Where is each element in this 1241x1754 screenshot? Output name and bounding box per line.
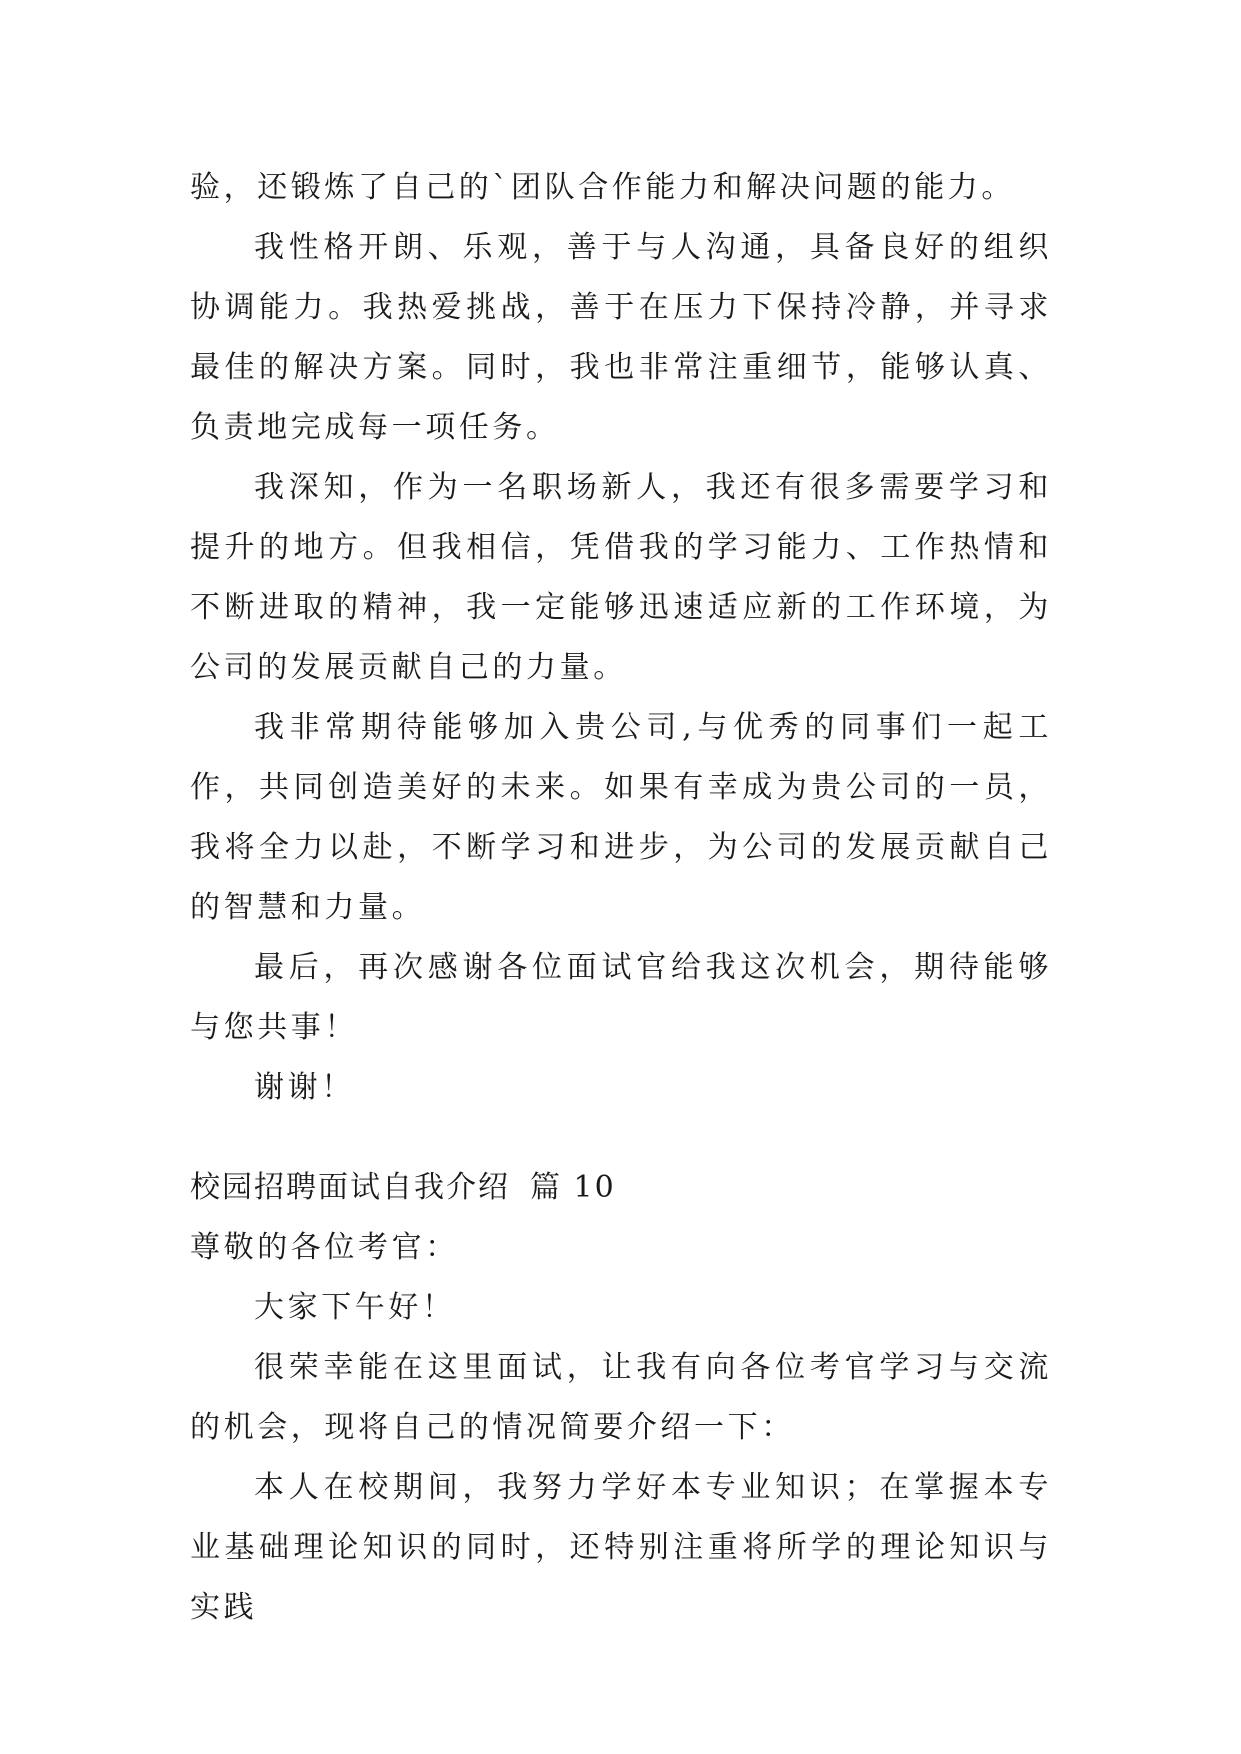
paragraph-thanks-closing: 最后，再次感谢各位面试官给我这次机会，期待能够与您共事！ (190, 950, 1052, 1045)
salutation: 尊敬的各位考官： (190, 1230, 459, 1265)
paragraph-personality: 我性格开朗、乐观，善于与人沟通，具备良好的组织协调能力。我热爱挑战，善于在压力下保持冷静，并寻求最佳的解决方案。同时，我也非常注重细节，能够认真、负责地完成每一项任务。 (190, 230, 1052, 445)
section-heading (190, 1158, 1052, 1218)
paragraph-teamwork-ending: 验，还锻炼了自己的`团队合作能力和解决问题的能力。 (190, 170, 1015, 205)
paragraph-intro: 很荣幸能在这里面试，让我有向各位考官学习与交流的机会，现将自己的情况简要介绍一下： (190, 1350, 1052, 1445)
document-content (190, 158, 1052, 1638)
paragraph-expectation: 我非常期待能够加入贵公司,与优秀的同事们一起工作，共同创造美好的未来。如果有幸成为贵公司的一员，我将全力以赴，不断学习和进步，为公司的发展贡献自己的智慧和力量。 (190, 710, 1052, 925)
section-title: 校园招聘面试自我介绍 (190, 1170, 510, 1205)
paragraph-self-awareness: 我深知，作为一名职场新人，我还有很多需要学习和提升的地方。但我相信，凭借我的学习能力、工作热情和不断进取的精神，我一定能够迅速适应新的工作环境，为公司的发展贡献自己的力量。 (190, 470, 1052, 685)
section-label: 篇 10 (530, 1170, 616, 1205)
paragraph-thank-you: 谢谢！ (254, 1070, 355, 1105)
section-spacer (190, 1118, 1052, 1158)
greeting: 大家下午好！ (254, 1290, 456, 1325)
paragraph-study: 本人在校期间，我努力学好本专业知识；在掌握本专业基础理论知识的同时，还特别注重将所学的理论知识与实践 (190, 1470, 1052, 1625)
